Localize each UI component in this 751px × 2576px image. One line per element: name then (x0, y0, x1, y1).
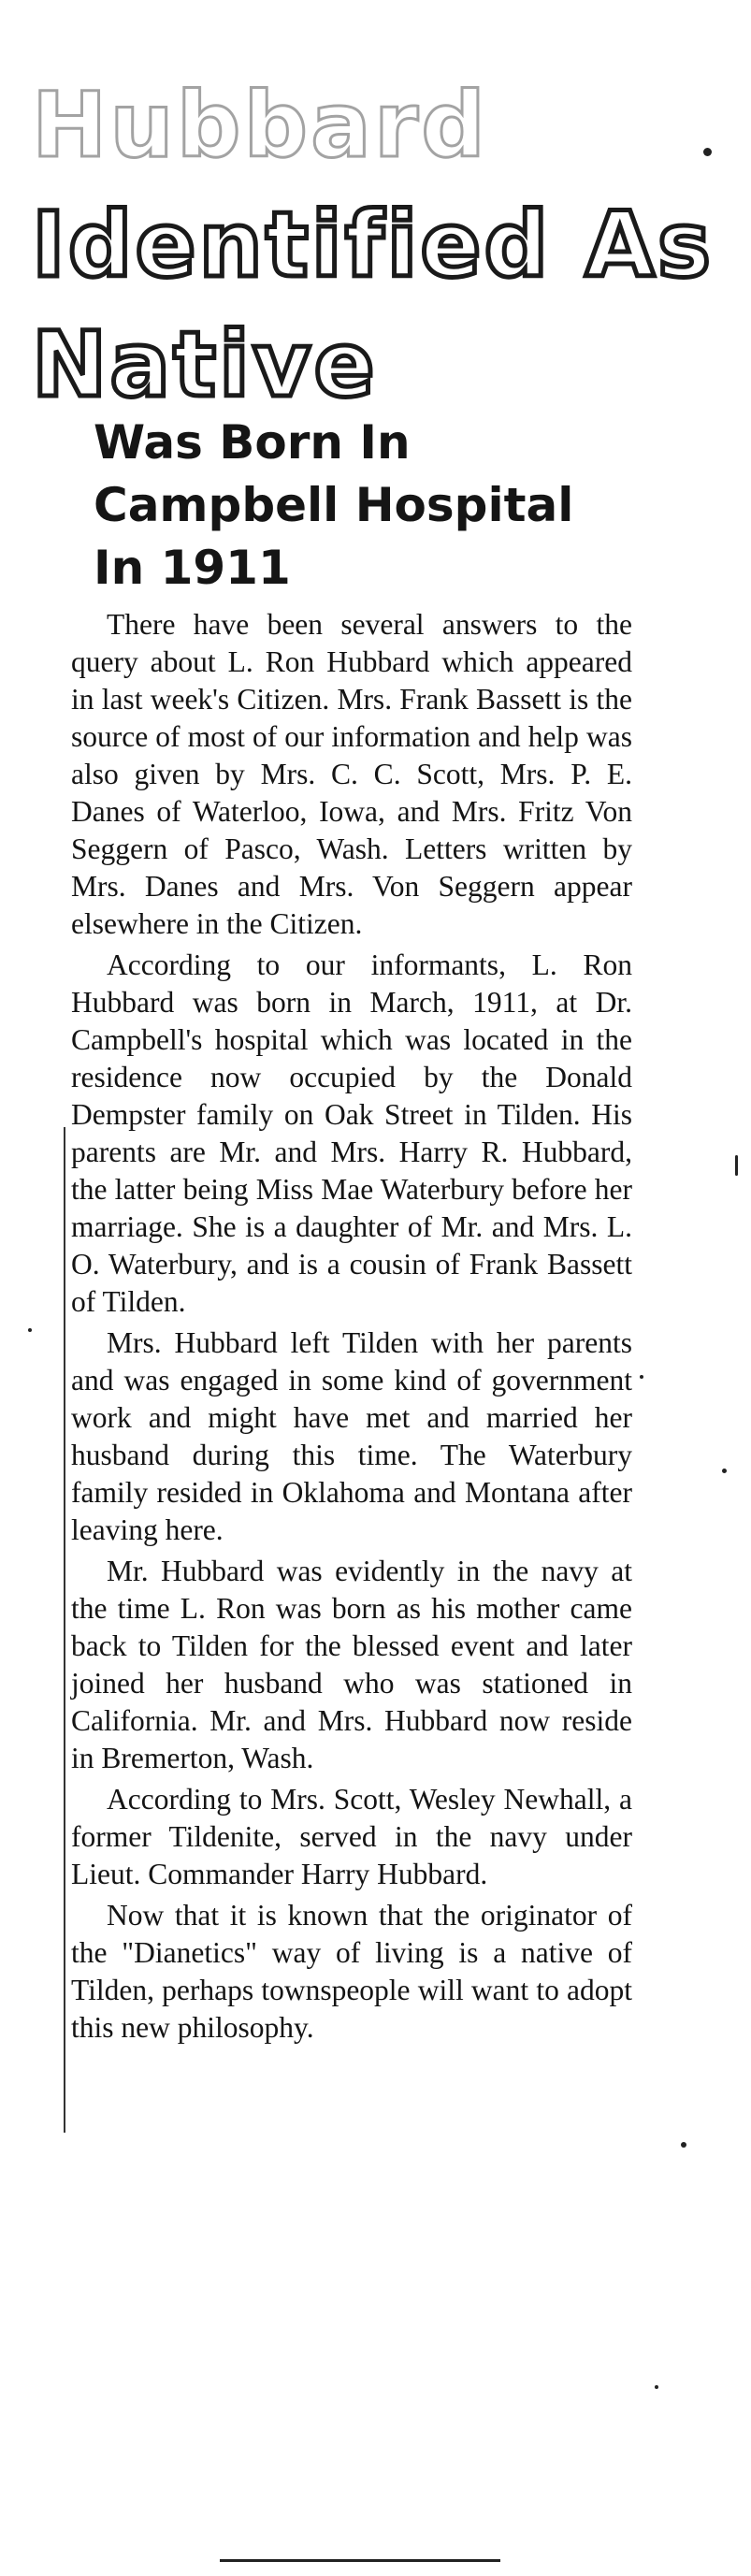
headline-line-3: Native (32, 312, 378, 417)
paragraph-4: Mr. Hubbard was evidently in the navy at the time L. Ron was born as his mother came back to Tilden for the blessed event and later joined her husband who was stationed in California. Mr. and Mrs. Hubbard now reside in Bremerton, Wash. (71, 1555, 632, 1774)
ink-speck (640, 1375, 643, 1379)
subheadline-line-2: Campbell Hospital (94, 478, 574, 532)
ink-speck (722, 1469, 727, 1473)
paragraph-2: According to our informants, L. Ron Hubbard was born in March, 1911, at Dr. Campbell's hospital which was located in the residence now occupied by the Donald Dempster family on Oak Street in Tilden. His parents are Mr. and Mrs. Harry R. Hubbard, the latter being Miss Mae Waterbury before her marriage. She is a daughter of Mr. and Mrs. L. O. Waterbury, and is a cousin of Frank Bassett of Tilden. (71, 948, 632, 1318)
end-rule (220, 2559, 500, 2562)
paragraph-5: According to Mrs. Scott, Wesley Newhall, a former Tildenite, served in the navy under Lieut. Commander Harry Hubbard. (71, 1783, 632, 1890)
column-rule (64, 1127, 65, 2133)
ink-speck (655, 2385, 658, 2389)
ink-speck (703, 148, 712, 156)
headline (32, 65, 715, 425)
ink-speck (681, 2142, 686, 2148)
paragraph-1: There have been several answers to the query about L. Ron Hubbard which appeared in last week's Citizen. Mrs. Frank Bassett is the source of most of our information and help was also given by Mrs. C. C. Scott, Mrs. P. E. Danes of Waterloo, Iowa, and Mrs. Fritz Von Seggern of Pasco, Wash. Letters written by Mrs. Danes and Mrs. Von Seggern appear elsewhere in the Citizen. (71, 608, 632, 940)
subheadline (94, 412, 655, 600)
headline-line-2: Identified As (32, 193, 715, 297)
paragraph-3: Mrs. Hubbard left Tilden with her parents and was engaged in some kind of government work and might have met and married her husband during this time. The Waterbury family resided in Oklahoma and Montana after leaving here. (71, 1326, 632, 1546)
subheadline-line-1: Was Born In (94, 415, 411, 470)
subheadline-line-3: In 1911 (94, 541, 291, 595)
paragraph-6: Now that it is known that the originator of the "Dianetics" way of living is a native of Tilden, perhaps townspeople will want to adopt this new philosophy. (71, 1899, 632, 2044)
ink-speck (28, 1328, 32, 1332)
article-body (71, 606, 632, 2050)
ink-speck (735, 1155, 738, 1176)
headline-line-1: Hubbard (32, 73, 488, 178)
